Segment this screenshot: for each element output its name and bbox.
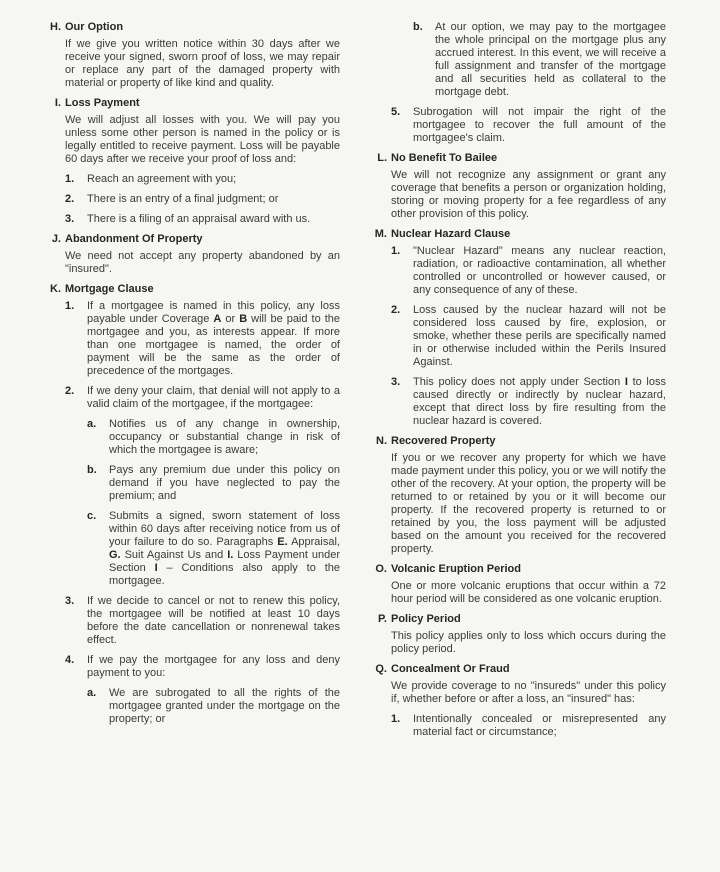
text-run: If a mortgagee is named in this policy, any loss payable under Coverage (87, 300, 340, 325)
section-heading (372, 228, 666, 241)
item-text (87, 300, 340, 378)
item-number: 4. (65, 654, 75, 666)
item-number: 1. (391, 713, 401, 725)
section-l (372, 152, 666, 221)
item-text: At our option, we may pay to the mortgagee the whole principal on the mortgage plus any accrued interest. In this event, we will receive a full assignment and transfer of the mortgage and all securities held as collateral to the mortgage debt. (435, 21, 666, 98)
sub-list-item (87, 510, 340, 588)
list-item (65, 300, 340, 378)
text-run: to loss caused directly or indirectly by nuclear hazard, except that direct loss by fire resulting from the nuclear hazard is covered. (413, 376, 666, 427)
section-heading (372, 663, 666, 676)
section-letter: L. (377, 152, 387, 164)
list-item (65, 193, 340, 206)
section-title: Our Option (65, 21, 124, 33)
bold-ref: G. (109, 549, 121, 561)
list-item (65, 173, 340, 186)
bold-ref: I. (227, 549, 234, 561)
section-title: No Benefit To Bailee (391, 152, 498, 164)
item-text: Pays any premium due under this policy on demand if you have neglected to pay the premium; and (109, 464, 340, 502)
sub-list-item (413, 21, 666, 99)
paragraph: We need not accept any property abandoned by an "insured". (65, 250, 340, 275)
sub-list-item (87, 418, 340, 457)
text-run: Submits a signed, sworn statement of loss within 60 days after receiving notice from us of your failure to do so. Paragraphs (109, 510, 340, 548)
text-run: or (221, 313, 240, 325)
section-title: Volcanic Eruption Period (391, 563, 521, 575)
section-letter: P. (378, 613, 387, 625)
item-number: 3. (391, 376, 401, 388)
sub-list-item (87, 687, 340, 726)
item-text: If we deny your claim, that denial will not apply to a valid claim of the mortgagee, if the mortgagee: (87, 385, 340, 410)
list-item (391, 713, 666, 739)
item-number: 5. (391, 106, 401, 118)
bold-ref: A (213, 313, 222, 325)
section-heading (46, 97, 340, 110)
item-letter: b. (87, 464, 97, 476)
section-k-continued (372, 21, 666, 145)
list-item (391, 304, 666, 369)
section-k (46, 283, 340, 726)
item-letter: b. (413, 21, 423, 33)
paragraph: If you or we recover any property for which we have made payment under this policy, you or we will notify the other of the recovery. At your option, the property will be returned to or retained by you or it will become our property. If the recovered property is returned to or retained by you, the loss payment will be adjusted based on the amount you received for the recovered property. (391, 452, 666, 555)
paragraph: We will adjust all losses with you. We will pay you unless some other person is named in the policy or is legally entitled to receive payment. Loss will be payable 60 days after we receive your proof of loss and: (65, 114, 340, 165)
section-letter: Q. (375, 663, 387, 675)
section-m (372, 228, 666, 428)
right-column (372, 21, 666, 872)
item-body (87, 654, 340, 726)
list-item (391, 106, 666, 145)
list-item (65, 595, 340, 647)
item-text (413, 376, 666, 428)
section-title: Concealment Or Fraud (391, 663, 510, 675)
item-text: There is a filing of an appraisal award with us. (87, 213, 311, 225)
item-letter: c. (87, 510, 97, 522)
section-title: Loss Payment (65, 97, 140, 109)
list-item (65, 385, 340, 588)
section-letter: N. (376, 435, 387, 447)
text-run: – Conditions also apply to the mortgagee. (109, 562, 340, 587)
paragraph: We provide coverage to no "insureds" under this policy if, whether before or after a loss, an "insured" has: (391, 680, 666, 705)
item-text: There is an entry of a final judgment; or (87, 193, 279, 205)
item-text: Notifies us of any change in ownership, occupancy or substantial change in risk of which the mortgagee is aware; (109, 418, 340, 456)
text-run: This policy does not apply under Section (413, 376, 625, 388)
item-letter: a. (87, 418, 97, 430)
section-letter: O. (375, 563, 387, 575)
section-letter: J. (51, 233, 61, 245)
item-number: 3. (65, 213, 75, 225)
paragraph: If we give you written notice within 30 days after we receive your signed, sworn proof of loss, we may repair or replace any part of the damaged property with material or property of like kind and quality. (65, 38, 340, 89)
text-run: Appraisal, (287, 536, 340, 548)
paragraph: One or more volcanic eruptions that occur within a 72 hour period will be considered as one volcanic eruption. (391, 580, 666, 605)
list-item (65, 213, 340, 226)
section-title: Mortgage Clause (65, 283, 154, 295)
item-number: 2. (391, 304, 401, 316)
item-text: Subrogation will not impair the right of the mortgagee to recover the full amount of the mortgagee's claim. (413, 106, 666, 144)
bold-ref: I (154, 562, 158, 574)
text-run: will be paid to the mortgagee and you, as interests appear. If more than one mortgagee is named, the order of payment will be the same as the order of precedence of the mortgages. (87, 313, 340, 377)
section-letter: I. (54, 97, 61, 109)
section-n (372, 435, 666, 556)
item-text: If we decide to cancel or not to renew this policy, the mortgagee will be notified at least 10 days before the date cancellation or nonrenewal takes effect. (87, 595, 340, 646)
section-letter: H. (50, 21, 61, 33)
section-o (372, 563, 666, 606)
paragraph: This policy applies only to loss which occurs during the policy period. (391, 630, 666, 655)
item-text: We are subrogated to all the rights of the mortgagee granted under the mortgage on the property; or (109, 687, 340, 725)
item-text: If we pay the mortgagee for any loss and deny payment to you: (87, 654, 340, 679)
item-letter: a. (87, 687, 97, 699)
item-number: 2. (65, 193, 75, 205)
section-heading (372, 613, 666, 626)
list-item (391, 376, 666, 428)
text-run: Suit Against Us and (120, 549, 228, 561)
section-h (46, 21, 340, 90)
section-heading (46, 283, 340, 296)
item-text: Reach an agreement with you; (87, 173, 237, 185)
section-i (46, 97, 340, 226)
section-letter: K. (50, 283, 61, 295)
list-item (65, 654, 340, 726)
item-number: 1. (391, 245, 401, 257)
bold-ref: I (624, 376, 628, 388)
item-body (87, 385, 340, 588)
left-column (46, 21, 340, 872)
list-item (391, 245, 666, 297)
section-heading (46, 233, 340, 246)
item-number: 1. (65, 173, 75, 185)
section-p (372, 613, 666, 656)
section-q (372, 663, 666, 739)
section-heading (372, 563, 666, 576)
section-j (46, 233, 340, 276)
section-heading (46, 21, 340, 34)
item-number: 1. (65, 300, 75, 312)
text-run: Loss Payment under Section (109, 549, 340, 574)
section-title: Recovered Property (391, 435, 496, 447)
section-title: Abandonment Of Property (65, 233, 203, 245)
item-text: Intentionally concealed or misrepresented any material fact or circumstance; (413, 713, 666, 738)
sub-list-item (87, 464, 340, 503)
paragraph: We will not recognize any assignment or grant any coverage that benefits a person or organization holding, storing or moving property for a fee regardless of any other provision of this policy. (391, 169, 666, 220)
bold-ref: B (239, 313, 248, 325)
bold-ref: E. (277, 536, 288, 548)
section-heading (372, 152, 666, 165)
section-title: Policy Period (391, 613, 461, 625)
item-number: 2. (65, 385, 75, 397)
section-heading (372, 435, 666, 448)
item-text: Loss caused by the nuclear hazard will not be considered loss caused by fire, explosion, or smoke, whether these perils are specifically named in or otherwise included within the Perils Insured Against. (413, 304, 666, 368)
item-number: 3. (65, 595, 75, 607)
item-text (109, 510, 340, 588)
section-title: Nuclear Hazard Clause (391, 228, 511, 240)
item-text: "Nuclear Hazard" means any nuclear reaction, radiation, or radioactive contamination, all whether controlled or uncontrolled or however caused, or any consequence of any of these. (413, 245, 666, 296)
section-letter: M. (374, 228, 387, 240)
